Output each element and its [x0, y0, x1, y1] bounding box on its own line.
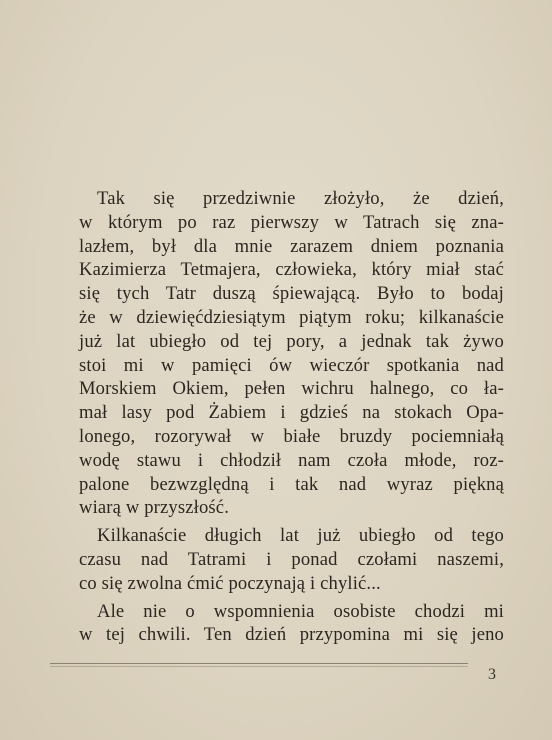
text-line: w tej chwili. Ten dzień przypomina mi się jeno — [79, 624, 504, 646]
text-line: w którym po raz pierwszy w Tatrach się zna- — [79, 211, 504, 233]
text-line: Ale nie o wspomnienia osobiste chodzi mi — [97, 600, 504, 622]
page-number: 3 — [488, 666, 496, 683]
footer-rule — [50, 663, 468, 667]
text-line: lazłem, był dla mnie zarazem dniem poznania — [79, 235, 504, 257]
text-line: palone bezwzględną i tak nad wyraz piękną — [79, 473, 504, 495]
text-line: Kilkanaście długich lat już ubiegło od tego — [97, 525, 504, 547]
text-line: Morskiem Okiem, pełen wichru halnego, co ła- — [79, 378, 504, 400]
text-line: wiarą w przyszłość. — [79, 497, 229, 519]
body-text — [79, 187, 504, 647]
text-line: że w dziewięćdziesiątym piątym roku; kilkanaście — [79, 306, 504, 328]
text-line: czasu nad Tatrami i ponad czołami naszemi, — [79, 548, 504, 570]
text-line: co się zwolna ćmić poczynają i chylić... — [79, 572, 381, 594]
text-line: Kazimierza Tetmajera, człowieka, który miał stać — [79, 259, 504, 281]
text-line: lonego, rozorywał w białe bruzdy pociemniałą — [79, 425, 504, 447]
text-line: Tak się przedziwnie złożyło, że dzień, — [97, 188, 504, 209]
text-line: już lat ubiegło od tej pory, a jednak tak żywo — [79, 330, 504, 352]
text-line: stoi mi w pamięci ów wieczór spotkania nad — [79, 354, 504, 376]
text-line: się tych Tatr duszą śpiewającą. Było to bodaj — [79, 283, 504, 305]
text-line: wodę stawu i chłodził nam czoła młode, roz- — [79, 449, 504, 471]
text-line: mał lasy pod Żabiem i gdzieś na stokach Opa- — [79, 402, 504, 424]
